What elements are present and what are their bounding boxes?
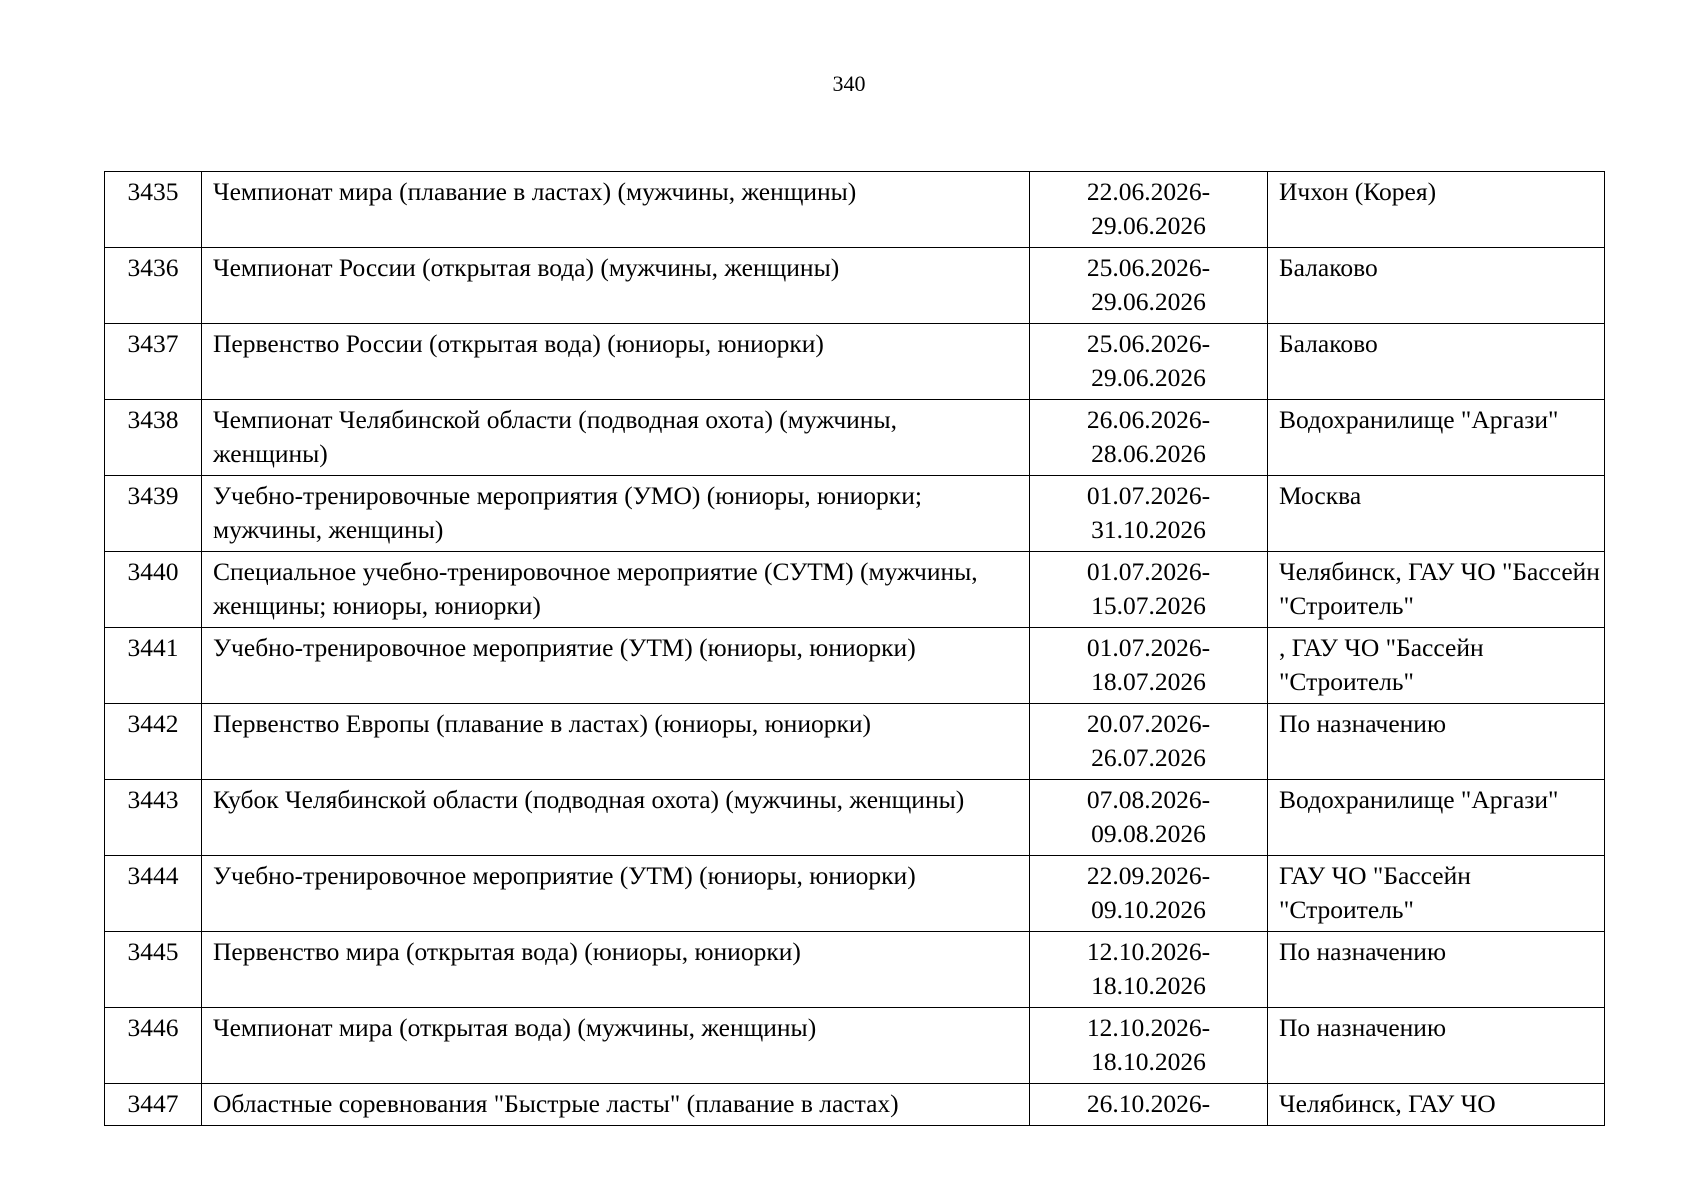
date-start: 20.07.2026-	[1086, 709, 1211, 738]
event-place: Балаково	[1268, 324, 1605, 400]
event-dates	[1030, 1008, 1268, 1084]
date-start: 25.06.2026-	[1086, 329, 1211, 358]
row-number: 3437	[105, 324, 202, 400]
date-start: 26.10.2026-	[1086, 1089, 1211, 1118]
event-name: Чемпионат мира (плавание в ластах) (мужчины, женщины)	[202, 172, 1030, 248]
event-dates	[1030, 780, 1268, 856]
event-place: Балаково	[1268, 248, 1605, 324]
row-number: 3439	[105, 476, 202, 552]
event-name: Кубок Челябинской области (подводная охота) (мужчины, женщины)	[202, 780, 1030, 856]
date-start: 01.07.2026-	[1086, 633, 1211, 662]
date-start: 22.09.2026-	[1086, 861, 1211, 890]
date-end: 09.10.2026	[1091, 895, 1206, 924]
row-number: 3441	[105, 628, 202, 704]
date-end: 29.06.2026	[1091, 211, 1206, 240]
event-place: По назначению	[1268, 704, 1605, 780]
table-row	[105, 704, 1605, 780]
table-row	[105, 400, 1605, 476]
date-start: 12.10.2026-	[1086, 937, 1211, 966]
event-name: Областные соревнования "Быстрые ласты" (плавание в ластах)	[202, 1084, 1030, 1126]
row-number: 3446	[105, 1008, 202, 1084]
table-row	[105, 628, 1605, 704]
table-row	[105, 552, 1605, 628]
row-number: 3443	[105, 780, 202, 856]
event-dates	[1030, 932, 1268, 1008]
row-number: 3440	[105, 552, 202, 628]
event-dates	[1030, 172, 1268, 248]
event-dates	[1030, 400, 1268, 476]
event-place: , ГАУ ЧО "Бассейн "Строитель"	[1268, 628, 1605, 704]
event-dates	[1030, 628, 1268, 704]
row-number: 3438	[105, 400, 202, 476]
event-place: По назначению	[1268, 932, 1605, 1008]
event-name: Первенство России (открытая вода) (юниоры, юниорки)	[202, 324, 1030, 400]
table-row	[105, 1008, 1605, 1084]
event-name: Чемпионат России (открытая вода) (мужчины, женщины)	[202, 248, 1030, 324]
event-name: Специальное учебно-тренировочное мероприятие (СУТМ) (мужчины, женщины; юниоры, юниорки)	[202, 552, 1030, 628]
event-place: Ичхон (Корея)	[1268, 172, 1605, 248]
date-start: 07.08.2026-	[1086, 785, 1211, 814]
page-number: 340	[832, 71, 866, 96]
event-place: Челябинск, ГАУ ЧО "Бассейн "Строитель"	[1268, 552, 1605, 628]
event-dates	[1030, 324, 1268, 400]
table-row	[105, 324, 1605, 400]
event-name: Первенство мира (открытая вода) (юниоры, юниорки)	[202, 932, 1030, 1008]
row-number: 3444	[105, 856, 202, 932]
date-start: 22.06.2026-	[1086, 177, 1211, 206]
table-row	[105, 172, 1605, 248]
event-dates	[1030, 856, 1268, 932]
event-place: По назначению	[1268, 1008, 1605, 1084]
date-start: 26.06.2026-	[1086, 405, 1211, 434]
date-end: 31.10.2026	[1091, 515, 1206, 544]
date-end: 15.07.2026	[1091, 591, 1206, 620]
row-number: 3442	[105, 704, 202, 780]
row-number: 3447	[105, 1084, 202, 1126]
date-end: 18.10.2026	[1091, 1047, 1206, 1076]
table-row	[105, 248, 1605, 324]
event-place: Челябинск, ГАУ ЧО	[1268, 1084, 1605, 1126]
table-row	[105, 1084, 1605, 1126]
date-start: 01.07.2026-	[1086, 481, 1211, 510]
table-row	[105, 780, 1605, 856]
table-row	[105, 476, 1605, 552]
date-end: 28.06.2026	[1091, 439, 1206, 468]
events-table	[104, 171, 1605, 1126]
event-place: Водохранилище "Аргази"	[1268, 400, 1605, 476]
event-name: Учебно-тренировочное мероприятие (УТМ) (юниоры, юниорки)	[202, 856, 1030, 932]
date-end: 29.06.2026	[1091, 363, 1206, 392]
event-dates	[1030, 476, 1268, 552]
row-number: 3435	[105, 172, 202, 248]
event-name: Чемпионат Челябинской области (подводная охота) (мужчины, женщины)	[202, 400, 1030, 476]
date-end: 09.08.2026	[1091, 819, 1206, 848]
date-start: 25.06.2026-	[1086, 253, 1211, 282]
date-start: 12.10.2026-	[1086, 1013, 1211, 1042]
date-start: 01.07.2026-	[1086, 557, 1211, 586]
event-dates	[1030, 1084, 1268, 1126]
table-row	[105, 932, 1605, 1008]
date-end: 26.07.2026	[1091, 743, 1206, 772]
event-name: Чемпионат мира (открытая вода) (мужчины, женщины)	[202, 1008, 1030, 1084]
row-number: 3445	[105, 932, 202, 1008]
event-dates	[1030, 248, 1268, 324]
date-end: 18.10.2026	[1091, 971, 1206, 1000]
date-end: 18.07.2026	[1091, 667, 1206, 696]
table-row	[105, 856, 1605, 932]
event-dates	[1030, 704, 1268, 780]
event-name: Учебно-тренировочные мероприятия (УМО) (юниоры, юниорки; мужчины, женщины)	[202, 476, 1030, 552]
event-place: ГАУ ЧО "Бассейн "Строитель"	[1268, 856, 1605, 932]
event-name: Учебно-тренировочное мероприятие (УТМ) (юниоры, юниорки)	[202, 628, 1030, 704]
event-name: Первенство Европы (плавание в ластах) (юниоры, юниорки)	[202, 704, 1030, 780]
event-place: Москва	[1268, 476, 1605, 552]
date-end: 29.06.2026	[1091, 287, 1206, 316]
row-number: 3436	[105, 248, 202, 324]
event-dates	[1030, 552, 1268, 628]
event-place: Водохранилище "Аргази"	[1268, 780, 1605, 856]
